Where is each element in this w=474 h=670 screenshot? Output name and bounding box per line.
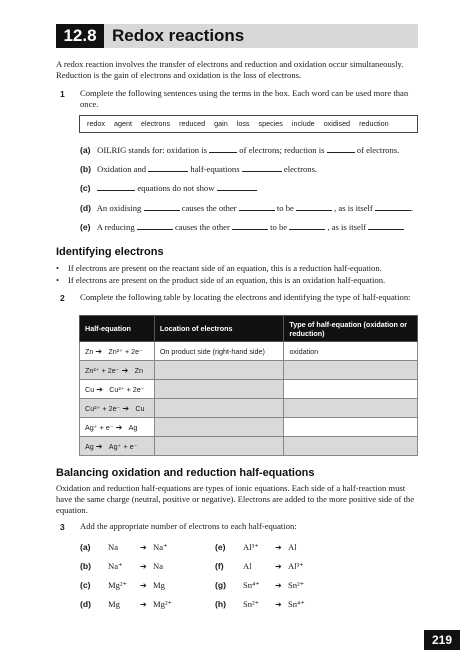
answer-blank[interactable] <box>242 164 282 172</box>
answer-blank[interactable] <box>148 164 188 172</box>
answer-blank[interactable] <box>296 203 332 211</box>
equation-type-cell[interactable] <box>284 418 418 437</box>
half-equation-item: (c) Mg²⁺ ➔ Mg <box>80 580 165 590</box>
question-1b: (b) Oxidation and half-equations electrons. <box>80 164 318 174</box>
balancing-paragraph: Oxidation and reduction half-equations are types of ionic equations. Each side of a half-reaction must have the same charge (neutral, positive or negative). Electrons are added to the more positive side of the equation. <box>56 483 415 515</box>
section-heading-identifying-electrons: Identifying electrons <box>56 246 164 258</box>
page-number: 219 <box>424 630 460 650</box>
question-1e: (e) A reducing causes the other to be , as is itself <box>80 222 404 233</box>
bullet-item: • If electrons are present on the product side of an equation, this is an oxidation half-equation. <box>56 275 386 285</box>
question-1-number: 1 <box>60 89 65 99</box>
question-1a: (a) OILRIG stands for: oxidation is of electrons; reduction is of electrons. <box>80 145 400 155</box>
column-header: Location of electrons <box>154 316 284 342</box>
question-3-number: 3 <box>60 522 65 532</box>
answer-blank[interactable] <box>368 222 404 230</box>
equation-type-cell[interactable] <box>284 437 418 456</box>
table-row <box>80 399 418 418</box>
half-equation-table <box>79 315 418 456</box>
table-header-row <box>80 316 418 342</box>
half-equation-item: (h) Sn²⁺ ➔ Sn⁴⁺ <box>215 599 305 609</box>
word-box-term: redox <box>87 119 105 128</box>
electron-location-cell[interactable] <box>154 418 284 437</box>
table-row <box>80 418 418 437</box>
word-box <box>79 115 418 133</box>
half-equation-cell: Ag ➔ Ag⁺ + e⁻ <box>80 437 155 456</box>
sub-label: (a) <box>80 145 91 155</box>
half-equation-cell: Ag⁺ + e⁻ ➔ Ag <box>80 418 155 437</box>
word-box-term: gain <box>214 119 228 128</box>
equation-type-cell[interactable] <box>284 380 418 399</box>
half-equation-cell: Cu²⁺ + 2e⁻ ➔ Cu <box>80 399 155 418</box>
half-equation-item: (e) Al³⁺ ➔ Al <box>215 542 297 552</box>
question-3-text: Add the appropriate number of electrons to each half-equation: <box>80 521 297 531</box>
question-2-text: Complete the following table by locating the electrons and identifying the type of half-equation: <box>80 292 411 302</box>
electron-location-cell[interactable] <box>154 399 284 418</box>
word-box-term: electrons <box>140 119 171 128</box>
section-heading-balancing: Balancing oxidation and reduction half-equations <box>56 467 315 479</box>
column-header: Type of half-equation (oxidation or reduction) <box>284 316 418 342</box>
word-box-term: loss <box>236 119 250 128</box>
answer-blank[interactable] <box>209 145 237 153</box>
bullet-item: • If electrons are present on the reactant side of an equation, this is a reduction half-equation. <box>56 263 382 273</box>
half-equation-item: (b) Na⁺ ➔ Na <box>80 561 164 571</box>
intro-paragraph: A redox reaction involves the transfer of electrons and reduction and oxidation occur simultaneously. Reduction is the gain of electrons and oxidation is the loss of electrons. <box>56 59 404 80</box>
sub-label: (b) <box>80 164 91 174</box>
word-box-term: agent <box>113 119 132 128</box>
half-equation-cell: Cu ➔ Cu²⁺ + 2e⁻ <box>80 380 155 399</box>
equation-type-cell[interactable] <box>284 399 418 418</box>
sub-label: (e) <box>80 222 91 232</box>
electron-location-cell[interactable] <box>154 437 284 456</box>
table-row <box>80 437 418 456</box>
word-box-term: reduced <box>179 119 206 128</box>
section-number: 12.8 <box>56 24 104 48</box>
table-row <box>80 361 418 380</box>
answer-blank[interactable] <box>327 145 355 153</box>
electron-location-cell[interactable] <box>154 361 284 380</box>
question-1c: (c) equations do not show <box>80 183 257 194</box>
question-1d: (d) An oxidising causes the other to be , as is itself . <box>80 203 414 213</box>
half-equation-item: (f) Al ➔ Al³⁺ <box>215 561 304 571</box>
word-box-term: include <box>291 119 315 128</box>
equation-type-cell[interactable] <box>284 361 418 380</box>
answer-blank[interactable] <box>289 222 325 230</box>
electron-location-cell: On product side (right-hand side) <box>154 342 284 361</box>
equation-type-cell: oxidation <box>284 342 418 361</box>
half-equation-cell: Zn²⁺ + 2e⁻ ➔ Zn <box>80 361 155 380</box>
word-box-term: oxidised <box>323 119 351 128</box>
answer-blank[interactable] <box>137 222 173 230</box>
half-equation-cell: Zn ➔ Zn²⁺ + 2e⁻ <box>80 342 155 361</box>
answer-blank[interactable] <box>239 203 275 211</box>
word-box-term: species <box>258 119 283 128</box>
half-equation-item: (d) Mg ➔ Mg²⁺ <box>80 599 173 609</box>
column-header: Half-equation <box>80 316 155 342</box>
section-header <box>56 24 418 48</box>
table-row <box>80 342 418 361</box>
question-2-number: 2 <box>60 293 65 303</box>
section-title: Redox reactions <box>112 26 245 45</box>
half-equation-item: (a) Na ➔ Na⁺ <box>80 542 168 552</box>
answer-blank[interactable] <box>144 203 180 211</box>
answer-blank[interactable] <box>217 183 257 191</box>
answer-blank[interactable] <box>97 183 135 191</box>
answer-blank[interactable] <box>375 203 411 211</box>
sub-label: (c) <box>80 183 91 193</box>
answer-blank[interactable] <box>232 222 268 230</box>
question-1-text: Complete the following sentences using the terms in the box. Each word can be used more than once. <box>80 88 409 109</box>
half-equation-item: (g) Sn⁴⁺ ➔ Sn²⁺ <box>215 580 305 590</box>
electron-location-cell[interactable] <box>154 380 284 399</box>
word-box-term: reduction <box>359 119 389 128</box>
sub-label: (d) <box>80 203 91 213</box>
table-row <box>80 380 418 399</box>
